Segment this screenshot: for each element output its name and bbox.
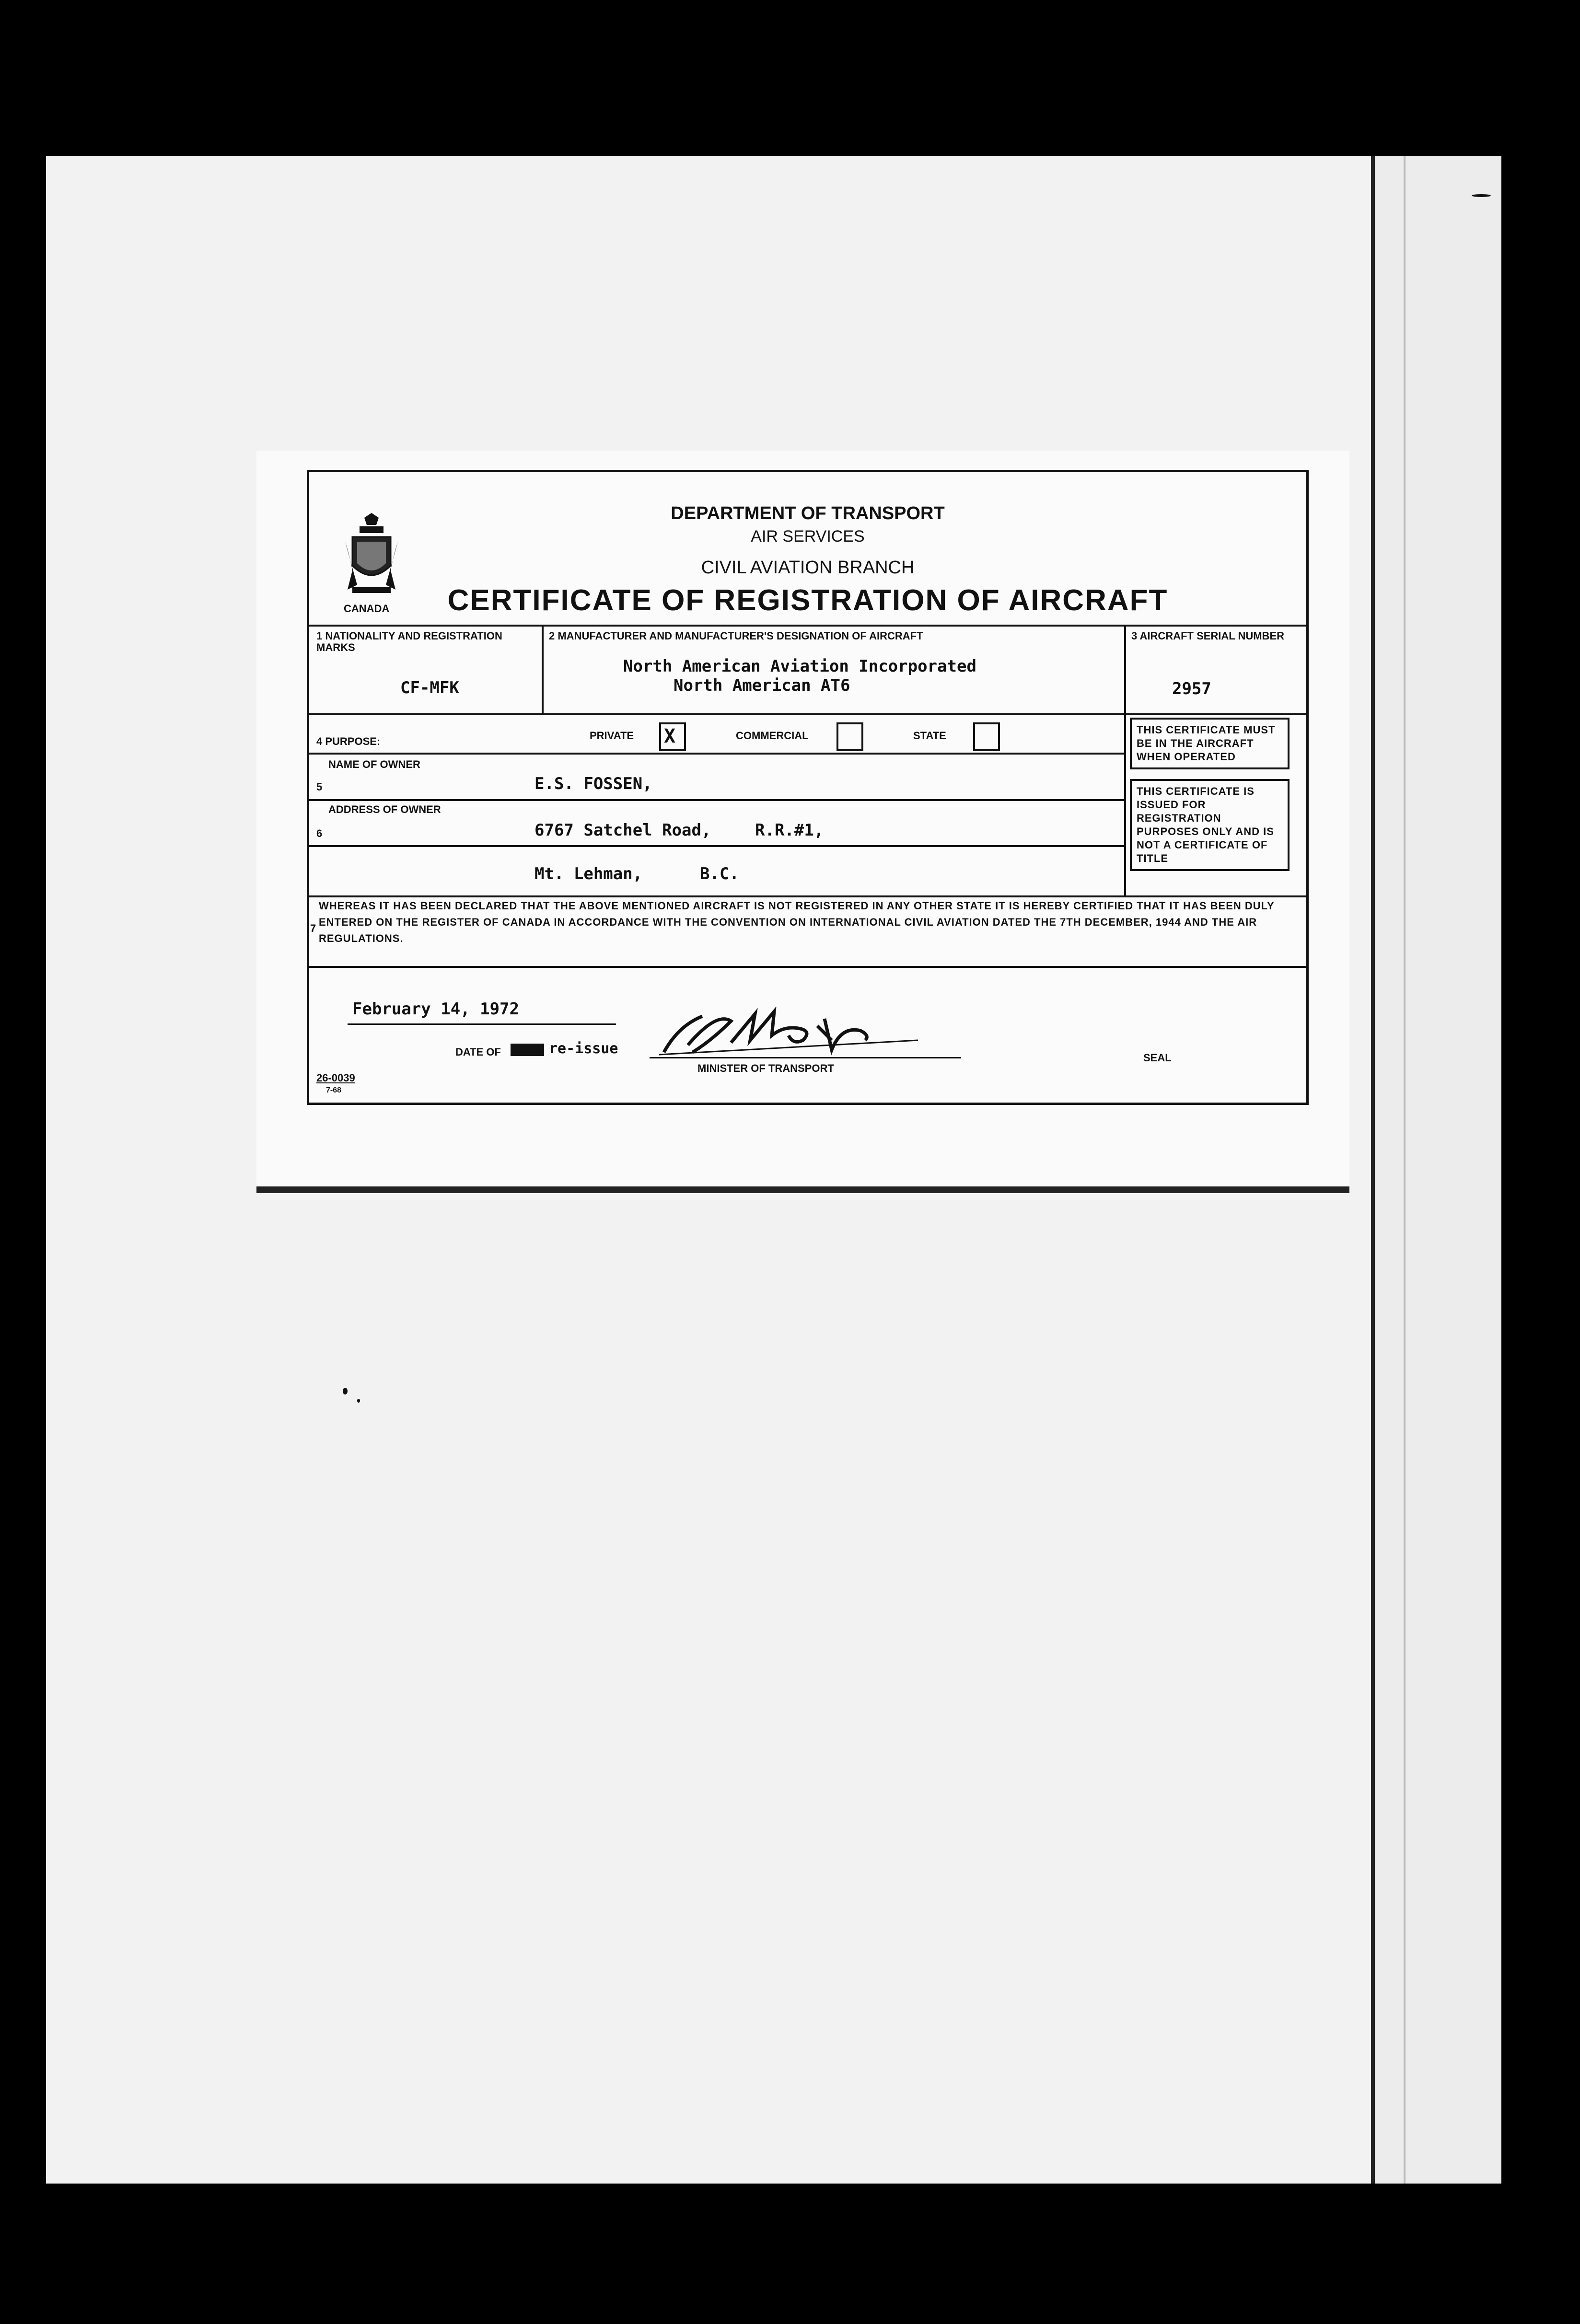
speck (357, 1399, 360, 1403)
rule (309, 966, 1306, 968)
certificate-form (307, 470, 1309, 1105)
page-edge-strip (1371, 156, 1501, 2184)
owner-name-label: NAME OF OWNER (328, 758, 420, 770)
manufacturer-value: North American Aviation Incorporated (623, 657, 976, 676)
address-street-value: 6767 Satchel Road, (534, 821, 711, 840)
rule (542, 625, 544, 713)
address-province-value: B.C. (700, 864, 739, 883)
rule (309, 799, 1124, 801)
purpose-label: 4 PURPOSE: (316, 735, 381, 747)
field-6-number: 6 (316, 827, 323, 839)
registration-marks-value: CF-MFK (400, 678, 459, 697)
redaction-mark (511, 1044, 544, 1056)
purpose-commercial-label: COMMERCIAL (736, 730, 809, 742)
rule (1124, 625, 1126, 713)
carry-in-aircraft-notice: THIS CERTIFICATE MUST BE IN THE AIRCRAFT WHEN OPERATED (1130, 718, 1290, 769)
rule (309, 753, 1124, 755)
rule (309, 895, 1306, 897)
serial-number-label: 3 AIRCRAFT SERIAL NUMBER (1131, 630, 1285, 642)
aircraft-designation-value: North American AT6 (674, 676, 850, 695)
address-town-value: Mt. Lehman, (534, 864, 643, 883)
purpose-commercial-checkbox[interactable] (836, 722, 863, 751)
minister-label: MINISTER OF TRANSPORT (697, 1062, 834, 1074)
declaration-text: WHEREAS IT HAS BEEN DECLARED THAT THE ABOVE MENTIONED AIRCRAFT IS NOT REGISTERED IN ANY OTHER STATE IT IS HEREBY CERTIFIED THAT IT HAS BEEN DULY ENTERED ON THE REGISTER OF CANADA IN ACCORDANCE WITH THE CONVENTION ON INTERNATIONAL CIVIL AVIATION DATED THE 7TH DECEMBER, 1944 AND THE AIR REGULATIONS. (319, 900, 1275, 944)
certificate-title: CERTIFICATE OF REGISTRATION OF AIRCRAFT (447, 584, 1168, 617)
address-rr-value: R.R.#1, (755, 821, 824, 840)
not-title-notice: THIS CERTIFICATE IS ISSUED FOR REGISTRATION PURPOSES ONLY AND IS NOT A CERTIFICATE OF TITLE (1130, 779, 1290, 871)
rule (309, 845, 1124, 847)
field-7-number: 7 (310, 922, 316, 934)
serial-number-value: 2957 (1172, 679, 1211, 698)
manufacturer-label: 2 MANUFACTURER AND MANUFACTURER'S DESIGNATION OF AIRCRAFT (549, 630, 923, 642)
rule (309, 625, 1306, 627)
issue-date-value: February 14, 1972 (352, 999, 519, 1019)
rule (348, 1023, 616, 1025)
owner-name-value: E.S. FOSSEN, (534, 774, 652, 793)
air-services-heading: AIR SERVICES (751, 527, 865, 546)
crest-label: CANADA (344, 603, 390, 615)
rule (309, 713, 1306, 715)
purpose-state-checkbox[interactable] (973, 722, 1000, 751)
signature-icon (659, 1007, 928, 1059)
form-revision: 7-68 (326, 1086, 342, 1094)
seal-label: SEAL (1143, 1052, 1172, 1064)
private-check-mark: X (664, 725, 676, 747)
speck (343, 1388, 348, 1394)
registration-marks-label: 1 NATIONALITY AND REGISTRATION MARKS (316, 630, 502, 653)
department-heading: DEPARTMENT OF TRANSPORT (671, 503, 945, 523)
form-number: 26-0039 (316, 1072, 355, 1084)
branch-heading: CIVIL AVIATION BRANCH (701, 558, 915, 578)
field-5-number: 5 (316, 781, 323, 793)
speck (1472, 194, 1491, 197)
date-of-label: DATE OF (455, 1046, 501, 1058)
purpose-private-checkbox[interactable] (659, 722, 686, 751)
reissue-value: re-issue (549, 1040, 618, 1057)
rule (1124, 713, 1126, 895)
rule (650, 1057, 961, 1058)
purpose-private-label: PRIVATE (590, 730, 634, 742)
owner-address-label: ADDRESS OF OWNER (328, 803, 441, 815)
purpose-state-label: STATE (913, 730, 946, 742)
